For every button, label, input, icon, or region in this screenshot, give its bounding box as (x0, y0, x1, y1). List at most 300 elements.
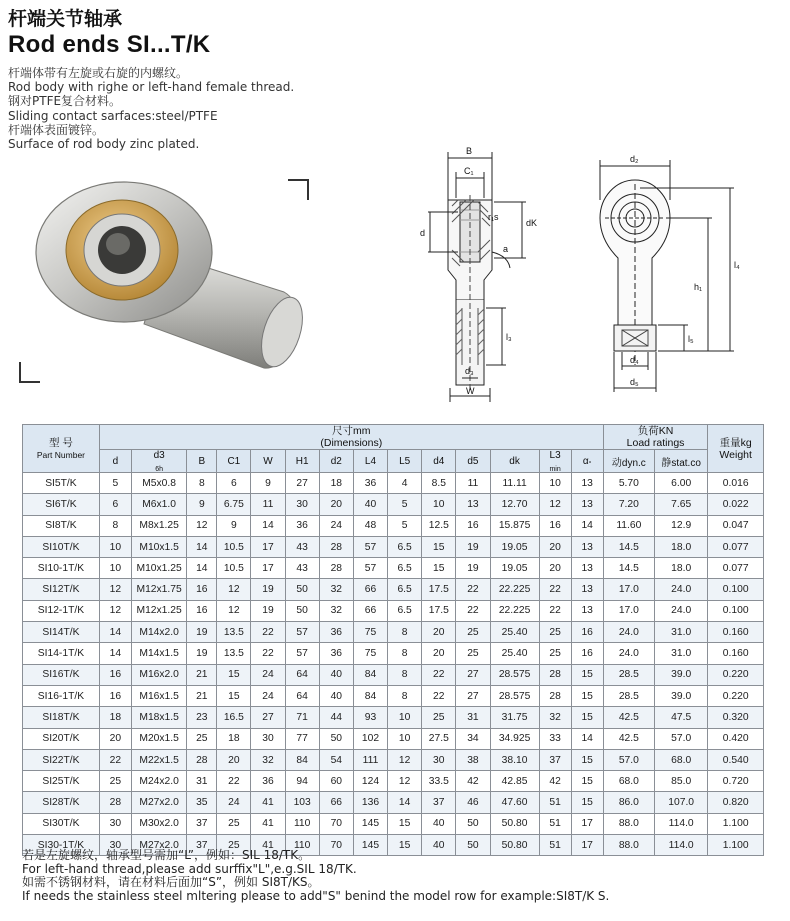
table-cell: 68.0 (654, 749, 707, 770)
table-cell: 17 (251, 558, 285, 579)
note-line: 若是左旋螺纹，轴承型号需加“L”，例如：SIL 18/TK。 (22, 848, 311, 862)
table-cell: 70 (319, 813, 353, 834)
table-cell: 36 (319, 622, 353, 643)
table-cell: 17.0 (603, 600, 654, 621)
table-cell: 34.925 (490, 728, 539, 749)
table-cell: 31 (456, 707, 490, 728)
column-header (539, 450, 571, 473)
table-cell: 21 (187, 664, 217, 685)
table-cell: 17.5 (422, 600, 456, 621)
table-row (23, 792, 764, 813)
table-cell: 22 (251, 622, 285, 643)
table-cell: 14 (388, 792, 422, 813)
table-cell: 27 (456, 685, 490, 706)
table-cell: 23 (187, 707, 217, 728)
table-cell: 22 (539, 579, 571, 600)
table-cell: 84 (353, 664, 387, 685)
table-cell: 8.5 (422, 473, 456, 494)
table-cell: 10 (539, 473, 571, 494)
table-cell: 28 (319, 558, 353, 579)
table-cell: 103 (285, 792, 319, 813)
table-cell: 24 (251, 664, 285, 685)
table-cell: 25 (217, 835, 251, 856)
table-cell: 10.5 (217, 536, 251, 557)
table-cell: 15 (571, 749, 603, 770)
table-cell: 17 (571, 813, 603, 834)
table-cell: 25 (99, 771, 131, 792)
side-section-diagram (410, 140, 570, 405)
table-cell: 0.160 (708, 643, 764, 664)
table-cell: 22 (456, 600, 490, 621)
table-cell: 51 (539, 813, 571, 834)
table-cell: 19 (187, 622, 217, 643)
table-cell: 19 (251, 600, 285, 621)
table-cell: 19.05 (490, 558, 539, 579)
header-load-cn: 负荷KN (637, 425, 674, 437)
column-header (99, 450, 131, 473)
label-l5: l₅ (688, 334, 694, 344)
table-cell: 57 (353, 558, 387, 579)
table-cell: 114.0 (654, 835, 707, 856)
table-cell: M30x2.0 (131, 813, 187, 834)
table-cell: 88.0 (603, 813, 654, 834)
table-cell: 40 (422, 813, 456, 834)
table-cell: 0.077 (708, 558, 764, 579)
table-cell: 25.40 (490, 622, 539, 643)
table-cell: M8x1.25 (131, 515, 187, 536)
table-cell: 60 (319, 771, 353, 792)
column-header-label: dk (509, 455, 520, 467)
table-cell: 27 (251, 707, 285, 728)
table-cell: 50.80 (490, 835, 539, 856)
header-part-number (23, 425, 100, 473)
table-cell: 13 (456, 494, 490, 515)
table-cell: 22 (217, 771, 251, 792)
column-header-label: d4 (433, 455, 445, 467)
table-cell: 12 (217, 579, 251, 600)
table-cell: 32 (319, 579, 353, 600)
header-part-number-en: Part Number (36, 449, 86, 460)
table-cell: 18.0 (654, 536, 707, 557)
header-load-en: Load ratings (626, 437, 685, 449)
table-cell: 14 (571, 515, 603, 536)
table-cell: 20 (539, 558, 571, 579)
part-number-cell: SI12-1T/K (23, 600, 100, 621)
table-cell: 24 (217, 792, 251, 813)
table-cell: 15 (422, 536, 456, 557)
table-cell: 40 (353, 494, 387, 515)
table-cell: 5 (99, 473, 131, 494)
column-header-sub: ° (588, 460, 592, 468)
table-cell: 37 (187, 813, 217, 834)
part-number-cell: SI16-1T/K (23, 685, 100, 706)
table-cell: 64 (285, 664, 319, 685)
table-cell: 0.540 (708, 749, 764, 770)
table-cell: 50 (456, 813, 490, 834)
part-number-cell: SI8T/K (23, 515, 100, 536)
table-cell: 21 (187, 685, 217, 706)
table-cell: 42.5 (603, 707, 654, 728)
table-cell: 16 (539, 515, 571, 536)
table-cell: 34 (456, 728, 490, 749)
table-cell: 9 (187, 494, 217, 515)
table-cell: 25 (456, 622, 490, 643)
table-cell: 15 (422, 558, 456, 579)
spec-table-wrapper (22, 424, 764, 856)
table-cell: 32 (251, 749, 285, 770)
part-number-cell: SI30-1T/K (23, 835, 100, 856)
part-number-cell: SI22T/K (23, 749, 100, 770)
table-cell: 31.0 (654, 622, 707, 643)
table-cell: 12.70 (490, 494, 539, 515)
table-cell: 27 (456, 664, 490, 685)
table-cell: 50 (456, 835, 490, 856)
table-cell: 36 (319, 643, 353, 664)
table-row (23, 749, 764, 770)
table-cell: 28.575 (490, 664, 539, 685)
table-cell: 17 (571, 835, 603, 856)
table-cell: 17.5 (422, 579, 456, 600)
table-cell: 13.5 (217, 622, 251, 643)
note-line: 如需不锈钢材料，请在材料后面加“S”，例如 SI8T/KS。 (22, 875, 320, 889)
table-cell: 10 (388, 728, 422, 749)
table-cell: M27x2.0 (131, 792, 187, 813)
table-cell: M18x1.5 (131, 707, 187, 728)
table-cell: 15 (388, 835, 422, 856)
table-cell: 0.220 (708, 664, 764, 685)
table-cell: 25 (539, 643, 571, 664)
column-header-label: B (198, 455, 206, 467)
table-cell: 22 (456, 579, 490, 600)
corner-bracket (20, 362, 40, 382)
column-header-label: C1 (227, 455, 241, 467)
description-line: Sliding contact sarfaces:steel/PTFE (8, 108, 218, 123)
table-cell: 28 (319, 536, 353, 557)
part-number-cell: SI14T/K (23, 622, 100, 643)
part-number-cell: SI25T/K (23, 771, 100, 792)
table-cell: 145 (353, 835, 387, 856)
table-cell: 64 (285, 685, 319, 706)
table-cell: 40 (319, 685, 353, 706)
column-header (388, 450, 422, 473)
column-header-sub: min (549, 466, 561, 473)
table-cell: 10 (388, 707, 422, 728)
table-cell: 16 (187, 579, 217, 600)
table-cell: 110 (285, 813, 319, 834)
part-number-cell: SI30T/K (23, 813, 100, 834)
header-dimensions-en: (Dimensions) (320, 437, 383, 449)
table-cell: 14 (99, 643, 131, 664)
table-cell: 15 (571, 771, 603, 792)
table-cell: 47.60 (490, 792, 539, 813)
table-cell: M16x2.0 (131, 664, 187, 685)
column-header (353, 450, 387, 473)
header-load-ratings (603, 425, 708, 450)
table-cell: M12x1.75 (131, 579, 187, 600)
table-cell: 8 (388, 664, 422, 685)
table-cell: 75 (353, 643, 387, 664)
table-cell: 35 (187, 792, 217, 813)
table-cell: 31 (187, 771, 217, 792)
table-row (23, 494, 764, 515)
column-header-row (23, 450, 764, 473)
table-cell: M10x1.5 (131, 536, 187, 557)
table-cell: 30 (99, 813, 131, 834)
description-line: 杆端体带有左旋或右旋的内螺纹。 (8, 66, 189, 80)
table-cell: 43 (285, 536, 319, 557)
table-cell: 75 (353, 622, 387, 643)
corner-bracket (288, 180, 308, 200)
table-cell: 11 (456, 473, 490, 494)
table-cell: 18.0 (654, 558, 707, 579)
column-header-label: 静stat.co (661, 457, 701, 469)
table-cell: 16 (571, 622, 603, 643)
table-cell: 22 (251, 643, 285, 664)
table-cell: 15 (571, 707, 603, 728)
table-cell: 19 (456, 558, 490, 579)
table-cell: 18 (99, 707, 131, 728)
part-number-cell: SI10-1T/K (23, 558, 100, 579)
table-cell: 22 (422, 685, 456, 706)
column-header (319, 450, 353, 473)
table-cell: 19 (456, 536, 490, 557)
label-d: d (420, 228, 426, 238)
table-cell: 40 (422, 835, 456, 856)
column-header-label: L3 (549, 450, 561, 461)
part-number-cell: SI6T/K (23, 494, 100, 515)
table-cell: 16 (99, 685, 131, 706)
table-cell: 30 (99, 835, 131, 856)
part-number-cell: SI18T/K (23, 707, 100, 728)
table-row (23, 643, 764, 664)
table-cell: 57 (285, 643, 319, 664)
table-cell: 50 (285, 600, 319, 621)
table-cell: 85.0 (654, 771, 707, 792)
column-header (285, 450, 319, 473)
table-cell: 10 (99, 558, 131, 579)
table-cell: 20 (539, 536, 571, 557)
table-cell: 28 (187, 749, 217, 770)
table-cell: 12 (217, 600, 251, 621)
table-cell: 12 (539, 494, 571, 515)
table-cell: 14.5 (603, 558, 654, 579)
table-cell: 7.65 (654, 494, 707, 515)
column-header-label: H1 (295, 455, 309, 467)
table-cell: 57 (353, 536, 387, 557)
table-cell: 94 (285, 771, 319, 792)
table-cell: 6.5 (388, 579, 422, 600)
table-cell: 36 (251, 771, 285, 792)
table-cell: 39.0 (654, 685, 707, 706)
description (8, 66, 294, 151)
note-line: For left-hand thread,please add surffix"L",e.g.SIL 18/TK. (22, 861, 357, 876)
table-row (23, 558, 764, 579)
label-d2: d₂ (630, 154, 639, 164)
table-cell: M14x2.0 (131, 622, 187, 643)
table-cell: 15 (571, 685, 603, 706)
column-header-label: d3 (153, 450, 165, 461)
page-title-cn: 杆端关节轴承 (8, 8, 123, 30)
table-cell: 43 (285, 558, 319, 579)
label-l3: l₃ (506, 332, 512, 342)
table-cell: 8 (187, 473, 217, 494)
table-cell: 20 (422, 622, 456, 643)
column-header-label: W (263, 455, 273, 467)
table-cell: M16x1.5 (131, 685, 187, 706)
table-cell: 40 (319, 664, 353, 685)
table-cell: 41 (251, 835, 285, 856)
table-cell: M22x1.5 (131, 749, 187, 770)
label-d5: d₅ (630, 377, 639, 387)
description-line: Rod body with righe or left-hand female thread. (8, 80, 295, 95)
table-cell: 15 (388, 813, 422, 834)
header-dimensions-cn: 尺寸mm (332, 425, 371, 437)
table-cell: 13 (571, 536, 603, 557)
table-cell: 31.0 (654, 643, 707, 664)
table-cell: 19 (187, 643, 217, 664)
label-a: a (503, 244, 509, 254)
table-cell: 20 (319, 494, 353, 515)
table-cell: 0.047 (708, 515, 764, 536)
table-cell: 8 (388, 685, 422, 706)
table-cell: 124 (353, 771, 387, 792)
table-cell: 8 (99, 515, 131, 536)
table-cell: 17.0 (603, 579, 654, 600)
table-cell: 0.100 (708, 579, 764, 600)
column-header-sub: 6h (155, 466, 164, 473)
label-B: B (466, 146, 473, 156)
table-cell: 6.00 (654, 473, 707, 494)
table-cell: 16.5 (217, 707, 251, 728)
table-cell: 110 (285, 835, 319, 856)
column-header-label: d2 (330, 455, 342, 467)
table-row (23, 579, 764, 600)
table-cell: 51 (539, 792, 571, 813)
table-cell: 0.077 (708, 536, 764, 557)
table-cell: 13 (571, 600, 603, 621)
table-cell: 30 (251, 728, 285, 749)
table-cell: 37 (539, 749, 571, 770)
table-cell: 25 (539, 622, 571, 643)
table-cell: 68.0 (603, 771, 654, 792)
table-cell: M20x1.5 (131, 728, 187, 749)
table-cell: 14 (187, 536, 217, 557)
table-row (23, 707, 764, 728)
table-cell: 38 (456, 749, 490, 770)
table-cell: 15 (571, 664, 603, 685)
table-cell: 10 (99, 536, 131, 557)
table-cell: 13 (571, 473, 603, 494)
part-number-cell: SI5T/K (23, 473, 100, 494)
column-header-label: L5 (399, 455, 411, 467)
table-cell: 136 (353, 792, 387, 813)
table-cell: 6.5 (388, 600, 422, 621)
table-row (23, 685, 764, 706)
table-cell: 47.5 (654, 707, 707, 728)
table-cell: 14.5 (603, 536, 654, 557)
table-cell: 12 (99, 579, 131, 600)
table-cell: 54 (319, 749, 353, 770)
table-cell: 15 (217, 664, 251, 685)
label-C1: C₁ (464, 166, 474, 176)
table-row (23, 536, 764, 557)
table-cell: 13 (571, 558, 603, 579)
table-cell: 28 (539, 685, 571, 706)
table-cell: 0.320 (708, 707, 764, 728)
label-rls: r₁s (488, 212, 499, 222)
column-header (422, 450, 456, 473)
page-title-en: Rod ends SI...T/K (8, 31, 211, 58)
table-cell: 70 (319, 835, 353, 856)
table-cell: 22.225 (490, 579, 539, 600)
table-cell: 15 (217, 685, 251, 706)
table-cell: 66 (353, 600, 387, 621)
table-cell: 86.0 (603, 792, 654, 813)
label-h1: h₁ (694, 282, 703, 292)
table-cell: 28.5 (603, 685, 654, 706)
table-cell: 57 (285, 622, 319, 643)
header-part-number-cn: 型 号 (48, 436, 73, 449)
table-cell: 22.225 (490, 600, 539, 621)
table-cell: 66 (319, 792, 353, 813)
table-cell: 33.5 (422, 771, 456, 792)
part-number-cell: SI12T/K (23, 579, 100, 600)
header-dimensions (99, 425, 603, 450)
column-header (490, 450, 539, 473)
table-cell: 16 (571, 643, 603, 664)
table-cell: 6.5 (388, 558, 422, 579)
table-cell: 30 (422, 749, 456, 770)
table-cell: 30 (285, 494, 319, 515)
table-row (23, 813, 764, 834)
table-cell: 27.5 (422, 728, 456, 749)
table-cell: 0.016 (708, 473, 764, 494)
table-cell: 15.875 (490, 515, 539, 536)
table-cell: 0.220 (708, 685, 764, 706)
table-cell: 8 (388, 643, 422, 664)
table-cell: 107.0 (654, 792, 707, 813)
table-cell: 14 (187, 558, 217, 579)
label-W: W (466, 386, 475, 396)
table-cell: 1.100 (708, 813, 764, 834)
table-cell: M14x1.5 (131, 643, 187, 664)
table-cell: 28 (99, 792, 131, 813)
table-cell: 11 (251, 494, 285, 515)
table-cell: 37 (422, 792, 456, 813)
table-cell: 12 (388, 749, 422, 770)
table-cell: 33 (539, 728, 571, 749)
table-cell: M24x2.0 (131, 771, 187, 792)
table-cell: 13.5 (217, 643, 251, 664)
label-l4: l₄ (734, 260, 740, 270)
table-cell: M10x1.25 (131, 558, 187, 579)
table-cell: 6.5 (388, 536, 422, 557)
table-cell: 19.05 (490, 536, 539, 557)
table-cell: 0.720 (708, 771, 764, 792)
table-cell: 77 (285, 728, 319, 749)
column-header (251, 450, 285, 473)
table-row (23, 515, 764, 536)
table-cell: 5 (388, 515, 422, 536)
table-cell: 15 (571, 792, 603, 813)
table-cell: 25 (422, 707, 456, 728)
front-view-diagram (580, 140, 750, 405)
table-cell: 24.0 (654, 600, 707, 621)
table-cell: 11.11 (490, 473, 539, 494)
table-cell: 42.85 (490, 771, 539, 792)
table-row (23, 728, 764, 749)
table-cell: 28 (539, 664, 571, 685)
